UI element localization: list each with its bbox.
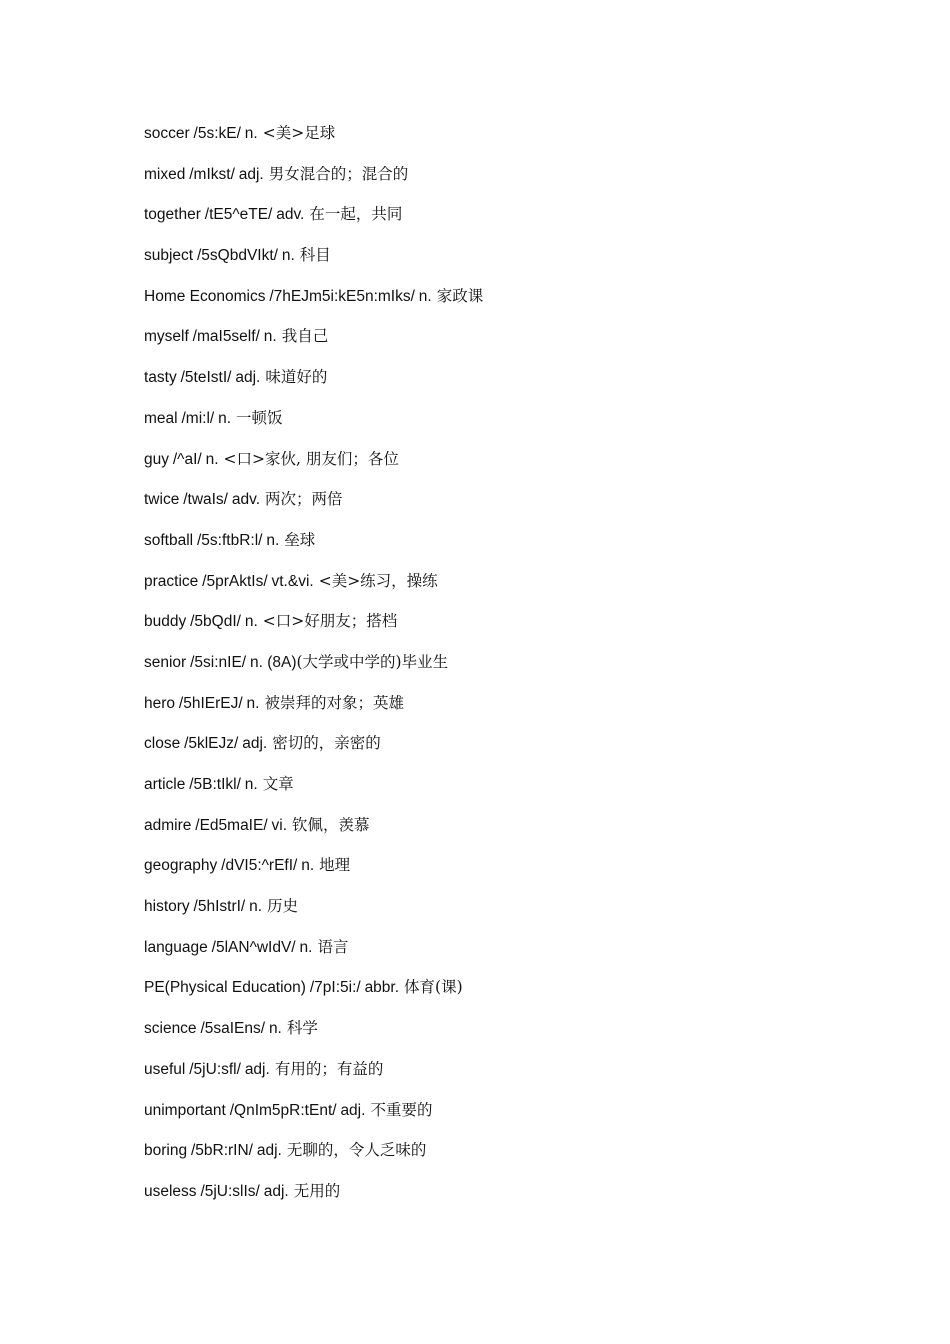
entry-meaning: 科目 xyxy=(299,246,331,265)
entry-part-of-speech: abbr. xyxy=(364,979,400,997)
vocab-entry xyxy=(144,976,483,1017)
entry-part-of-speech: n. xyxy=(244,776,258,793)
vocab-entry xyxy=(144,1180,483,1221)
entry-meaning: 有用的；有益的 xyxy=(274,1059,384,1078)
entry-part-of-speech: n. xyxy=(266,531,280,549)
entry-phonetic: /QnIm5pR:tEnt/ xyxy=(229,1101,337,1119)
vocab-entry xyxy=(144,570,483,611)
entry-word: subject xyxy=(144,247,194,265)
entry-part-of-speech: n. xyxy=(249,898,263,916)
entry-meaning: 味道好的 xyxy=(265,368,328,387)
entry-word: softball xyxy=(144,531,194,549)
entry-part-of-speech: adj. xyxy=(340,1101,366,1119)
entry-word: article xyxy=(144,776,186,793)
entry-part-of-speech: adj. xyxy=(242,735,268,753)
entry-word: boring xyxy=(144,1142,188,1160)
entry-word: guy xyxy=(144,450,169,468)
entry-word: together xyxy=(144,206,201,224)
entry-word: mixed xyxy=(144,165,186,183)
entry-meaning: 一顿饭 xyxy=(236,408,283,427)
entry-phonetic: /mIkst/ xyxy=(189,165,235,183)
entry-meaning: 垒球 xyxy=(284,530,316,549)
entry-word: practice xyxy=(144,572,199,590)
entry-phonetic: /5si:nIE/ xyxy=(190,653,247,671)
entry-part-of-speech: n. xyxy=(281,247,295,265)
vocab-entry xyxy=(144,448,483,489)
entry-word: history xyxy=(144,898,190,916)
entry-word: Home Economics xyxy=(144,287,266,305)
vocab-entry xyxy=(144,895,483,936)
entry-phonetic: /5jU:sfl/ xyxy=(189,1060,241,1078)
entry-word: close xyxy=(144,735,181,753)
entry-word: useful xyxy=(144,1060,186,1078)
entry-meaning: 体育(课) xyxy=(404,978,463,997)
vocab-entry xyxy=(144,285,483,326)
entry-part-of-speech: adj. xyxy=(235,369,261,387)
entry-phonetic: /^aI/ xyxy=(172,450,202,468)
entry-phonetic: /Ed5maIE/ xyxy=(195,816,268,834)
entry-word: language xyxy=(144,938,208,956)
entry-meaning: <美>练习，操练 xyxy=(318,571,438,590)
entry-phonetic: /5teIstI/ xyxy=(180,369,232,387)
vocab-entry xyxy=(144,1058,483,1099)
entry-word: soccer xyxy=(144,125,190,142)
entry-meaning: 两次；两倍 xyxy=(265,490,343,509)
entry-part-of-speech: adj. xyxy=(244,1060,270,1078)
entry-phonetic: /tE5^eTE/ xyxy=(204,206,273,224)
vocab-entry xyxy=(144,814,483,855)
entry-word: PE(Physical Education) xyxy=(144,979,306,997)
entry-meaning: 无聊的，令人乏味的 xyxy=(286,1141,427,1160)
vocab-entry xyxy=(144,488,483,529)
entry-part-of-speech: adj. xyxy=(263,1182,289,1200)
entry-meaning: 我自己 xyxy=(281,327,329,346)
entry-phonetic: /5jU:slIs/ xyxy=(200,1182,260,1200)
vocab-entry xyxy=(144,366,483,407)
entry-part-of-speech: n. xyxy=(244,125,258,142)
entry-word: senior xyxy=(144,653,187,671)
entry-part-of-speech: n. xyxy=(246,694,260,712)
entry-phonetic: /5lAN^wIdV/ xyxy=(211,938,296,956)
entry-meaning: 密切的，亲密的 xyxy=(272,734,381,753)
entry-word: unimportant xyxy=(144,1101,226,1119)
entry-part-of-speech: n. xyxy=(299,938,313,956)
vocab-entry xyxy=(144,163,483,204)
entry-word: useless xyxy=(144,1182,197,1200)
entry-meaning: 文章 xyxy=(262,775,294,793)
entry-meaning: 男女混合的；混合的 xyxy=(268,164,409,183)
entry-part-of-speech: n. xyxy=(218,409,232,427)
entry-meaning: 钦佩，羡慕 xyxy=(292,815,370,834)
entry-phonetic: /5sQbdVIkt/ xyxy=(197,247,278,265)
entry-part-of-speech: vt.&vi. xyxy=(271,572,314,590)
vocab-entry xyxy=(144,1139,483,1180)
vocab-entry xyxy=(144,732,483,773)
entry-part-of-speech: adj. xyxy=(238,165,264,183)
entry-word: geography xyxy=(144,857,218,875)
vocab-entry xyxy=(144,692,483,733)
entry-meaning: <口>家伙, 朋友们；各位 xyxy=(223,449,399,468)
vocab-entry xyxy=(144,1099,483,1140)
entry-meaning: (大学或中学的)毕业生 xyxy=(296,652,449,671)
vocab-entry xyxy=(144,203,483,244)
entry-phonetic: /7pI:5i:/ xyxy=(309,979,361,997)
vocab-entry xyxy=(144,244,483,285)
entry-word: meal xyxy=(144,409,178,427)
vocab-entry xyxy=(144,325,483,366)
entry-word: hero xyxy=(144,694,176,712)
entry-meaning: 家政课 xyxy=(436,286,484,305)
entry-meaning: 在一起，共同 xyxy=(309,205,403,224)
entry-phonetic: /5klEJz/ xyxy=(184,735,239,753)
entry-part-of-speech: n. xyxy=(205,450,219,468)
vocabulary-list xyxy=(144,122,483,1221)
entry-phonetic: /7hEJm5i:kE5n:mIks/ xyxy=(269,287,415,305)
entry-part-of-speech: adj. xyxy=(256,1142,282,1160)
entry-phonetic: /5bQdI/ xyxy=(190,613,241,631)
entry-phonetic: /5saIEns/ xyxy=(200,1020,266,1038)
vocab-entry xyxy=(144,936,483,977)
entry-phonetic: /twaIs/ xyxy=(183,491,228,509)
entry-meaning: 科学 xyxy=(286,1019,318,1038)
entry-part-of-speech: n. xyxy=(244,613,258,631)
entry-meaning: 被崇拜的对象；英雄 xyxy=(264,693,404,712)
entry-phonetic: /5hIstrI/ xyxy=(193,898,246,916)
entry-meaning: 语言 xyxy=(317,937,349,956)
entry-part-of-speech: n. xyxy=(263,328,277,346)
entry-phonetic: /5bR:rIN/ xyxy=(190,1142,253,1160)
entry-phonetic: /5hIErEJ/ xyxy=(178,694,243,712)
entry-meaning: <口>好朋友；搭档 xyxy=(262,612,398,631)
entry-phonetic: /5s:ftbR:l/ xyxy=(197,531,263,549)
entry-word: admire xyxy=(144,816,192,834)
entry-phonetic: /5prAktIs/ xyxy=(202,572,268,590)
vocab-entry xyxy=(144,529,483,570)
entry-part-of-speech: n. xyxy=(418,287,432,305)
entry-word: myself xyxy=(144,328,189,346)
vocab-entry xyxy=(144,1017,483,1058)
entry-phonetic: /dVI5:^rEfI/ xyxy=(221,857,298,875)
entry-meaning: 历史 xyxy=(267,897,299,916)
entry-part-of-speech: adv. xyxy=(231,491,261,509)
entry-part-of-speech: n. (8A) xyxy=(249,653,297,671)
entry-meaning: 无用的 xyxy=(293,1181,341,1200)
entry-part-of-speech: adv. xyxy=(276,206,305,224)
vocab-entry xyxy=(144,610,483,651)
entry-phonetic: /5B:tIkl/ xyxy=(189,776,241,793)
entry-phonetic: /mi:l/ xyxy=(181,409,215,427)
entry-part-of-speech: vi. xyxy=(271,816,288,834)
vocab-entry xyxy=(144,651,483,692)
vocab-entry xyxy=(144,854,483,895)
entry-part-of-speech: n. xyxy=(268,1020,282,1038)
vocab-entry xyxy=(144,773,483,814)
entry-meaning: <美>足球 xyxy=(262,124,336,142)
entry-part-of-speech: n. xyxy=(301,857,315,875)
entry-word: buddy xyxy=(144,613,187,631)
entry-word: twice xyxy=(144,491,180,509)
entry-meaning: 不重要的 xyxy=(370,1100,433,1119)
entry-word: tasty xyxy=(144,369,177,387)
entry-word: science xyxy=(144,1020,197,1038)
entry-phonetic: /5s:kE/ xyxy=(193,125,241,142)
vocab-entry xyxy=(144,122,483,163)
entry-phonetic: /maI5self/ xyxy=(192,328,260,346)
entry-meaning: 地理 xyxy=(319,856,351,875)
vocab-entry xyxy=(144,407,483,448)
